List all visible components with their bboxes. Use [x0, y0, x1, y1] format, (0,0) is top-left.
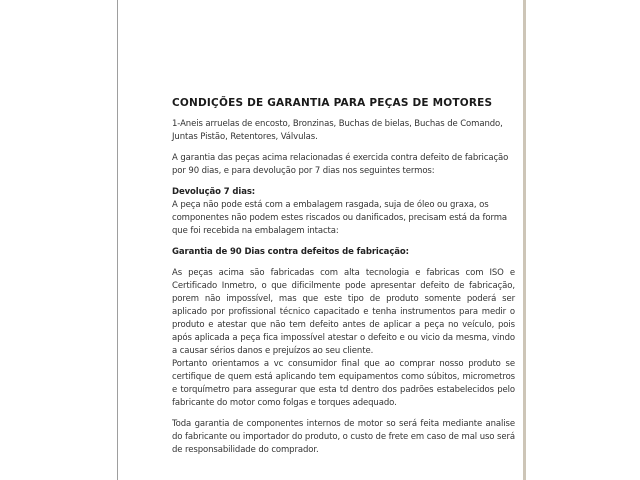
- document-column: [117, 0, 526, 480]
- warranty-details-paragraph: As peças acima são fabricadas com alta tecnologia e fabricas com ISO e Certificado Inmetro, o que dificilmente pode apresentar defeito de fabricação, porem não impossível, mas que este tipo de produto somente poderá ser aplicado por profissional técnico capacitado e tenha instrumentos para medir o produto e atestar que não tem defeito antes de aplicar a peça no veículo, pois após aplicada a peça fica impossível atestar o defeito e ou vicio da mesma, vindo a causar sérios danos e prejuízos ao seu cliente.: [172, 268, 515, 356]
- return-policy-paragraph: A peça não pode está com a embalagem rasgada, suja de óleo ou graxa, os componentes não podem estes riscados ou danificados, precisam está da forma que foi recebida na embalagem intacta:: [172, 200, 508, 236]
- warranty-90days-heading: Garantia de 90 Dias contra defeitos de fabricação:: [172, 247, 409, 257]
- parts-list-paragraph: 1-Aneis arruelas de encosto, Bronzinas, Buchas de bielas, Buchas de Comando, Juntas Pistão, Retentores, Válvulas.: [172, 119, 503, 142]
- document-title: CONDIÇÕES DE GARANTIA PARA PEÇAS DE MOTORES: [172, 97, 493, 109]
- consumer-guidance-paragraph: Portanto orientamos a vc consumidor final que ao comprar nosso produto se certifique de quem está aplicando tem equipamentos como súbitos, micrometros e torquímetro para assegurar que esta td dentro dos padrões estabelecidos pelo fabricante do motor como folgas e torques adequado.: [172, 359, 515, 408]
- return-policy-heading: Devolução 7 dias:: [172, 187, 256, 197]
- warranty-summary-paragraph: A garantia das peças acima relacionadas é exercida contra defeito de fabricação por 90 dias, e para devolução por 7 dias nos seguintes termos:: [172, 153, 509, 176]
- shipping-liability-paragraph: Toda garantia de componentes internos de motor so será feita mediante analise do fabricante ou importador do produto, o custo de frete em caso de mal uso será de responsabilidade do comprador.: [172, 419, 515, 455]
